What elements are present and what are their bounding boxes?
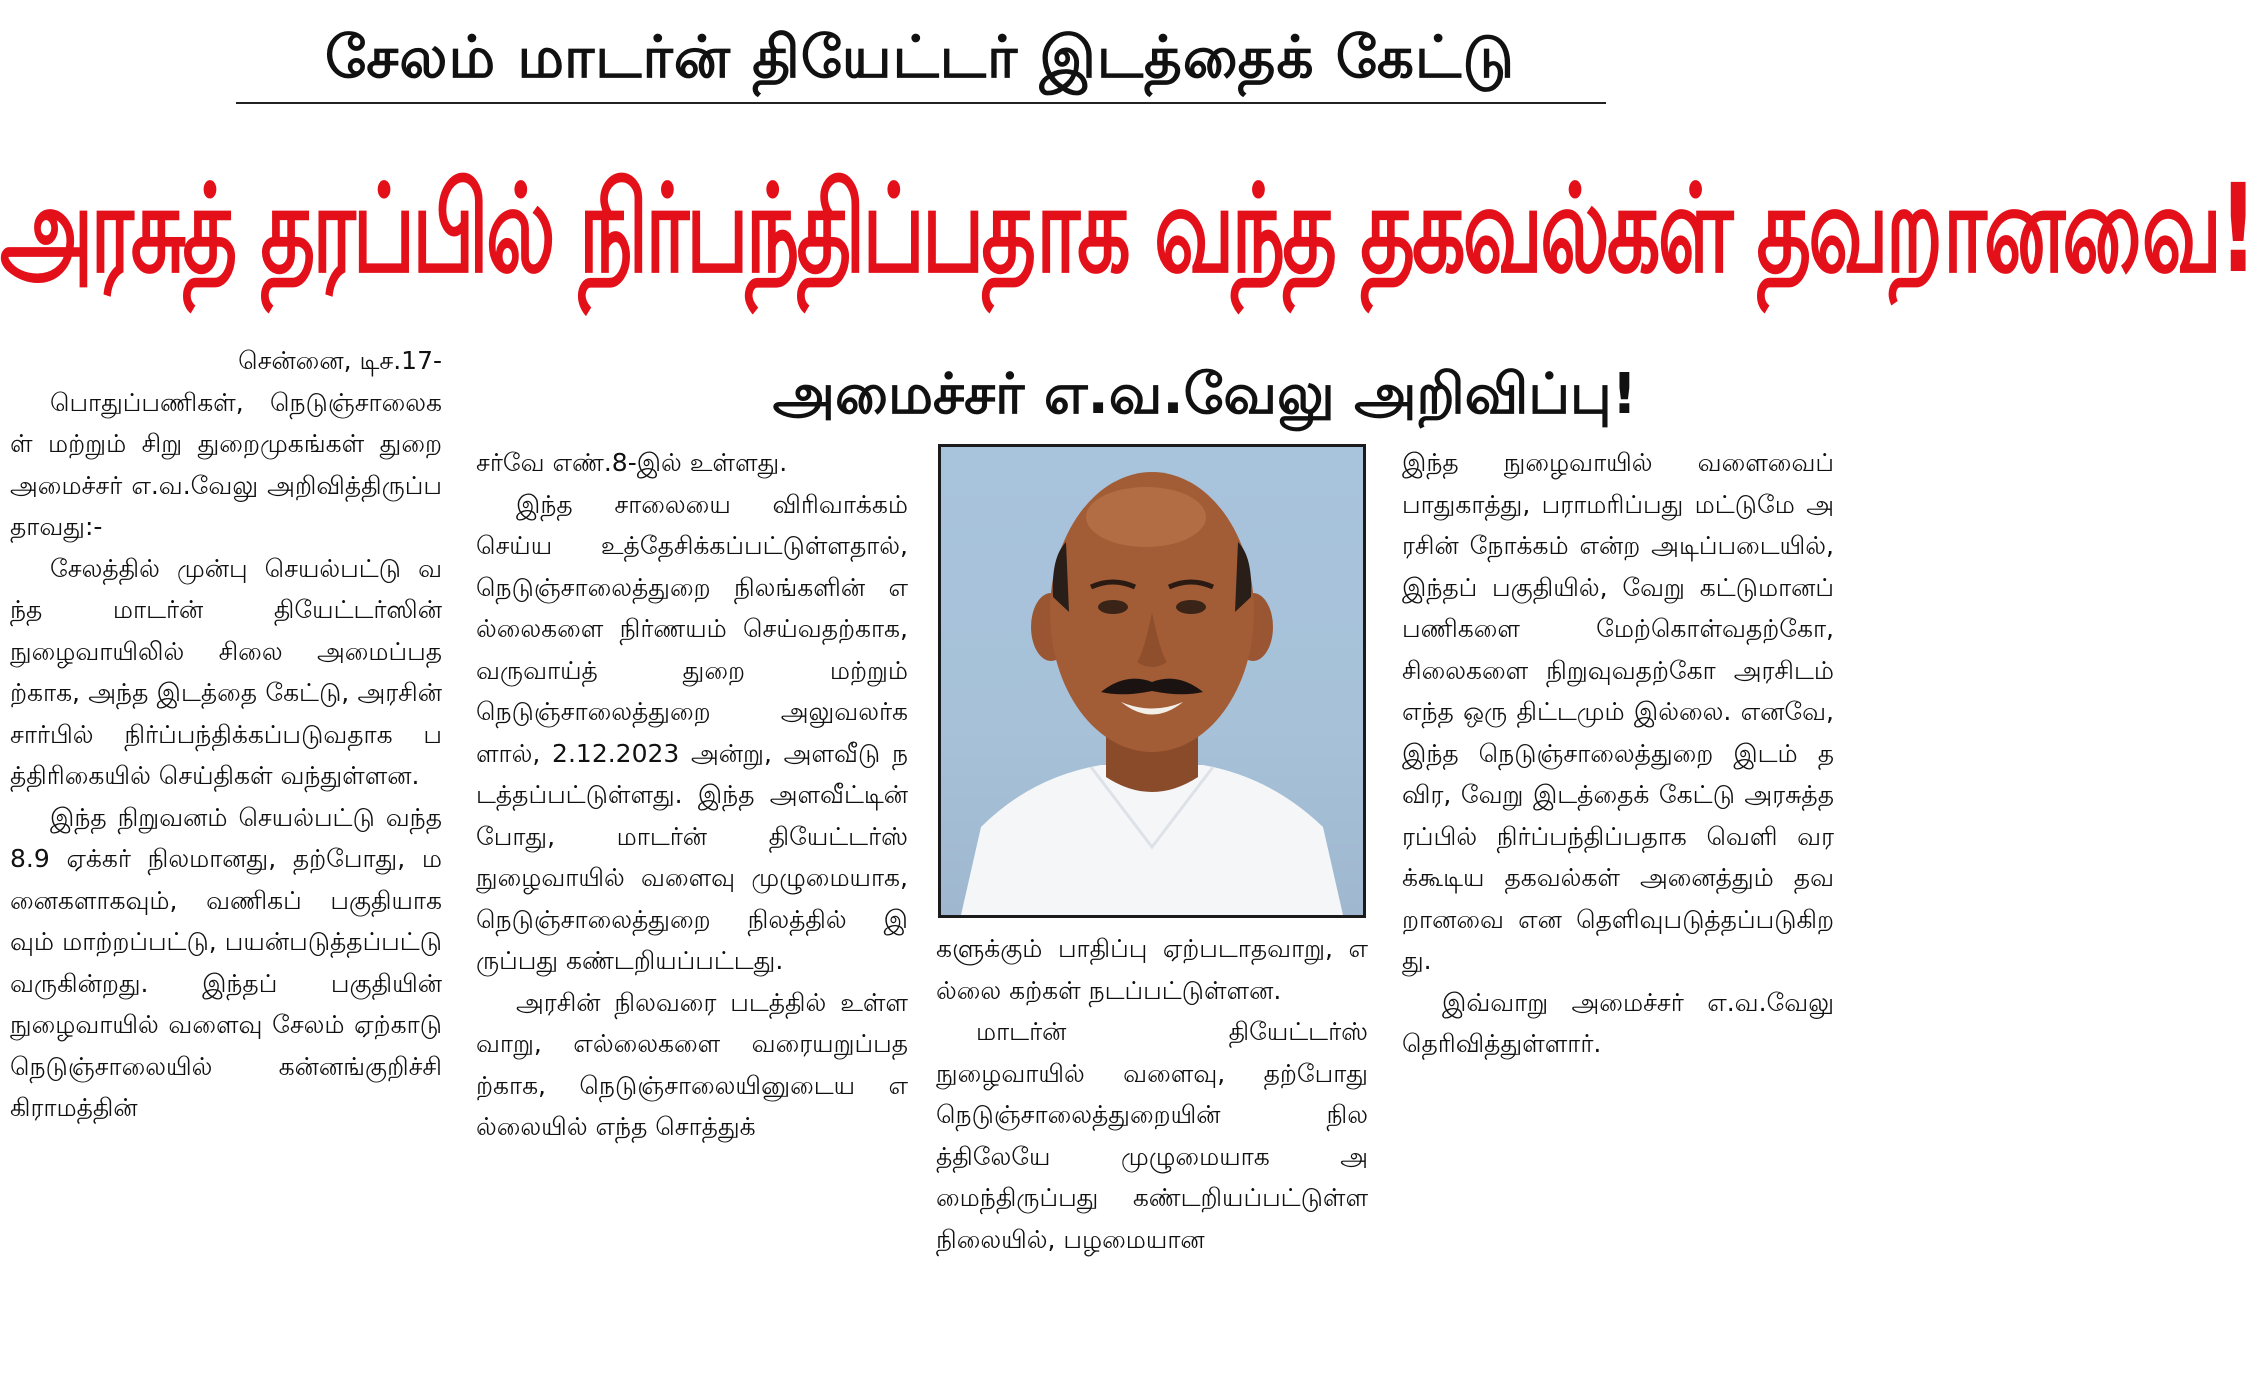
paragraph: இந்த நிறுவனம் செயல்பட்டு வந்த 8.9 ஏக்கர் நிலமானது, தற்போது, மனைகளாகவும், வணிகப் பகுதியாகவும் மாற்றப்பட்டு, பயன்படுத்தப்பட்டு வருகின்றது. இந்தப் பகுதியின் நுழைவாயில் வளைவு சேலம் ஏற்காடு நெடுஞ்சாலையில் கன்னங்குறிச்சி கிராமத்தின் [10, 802, 442, 1122]
main-headline: அரசுத் தரப்பில் நிர்பந்திப்பதாக வந்த தகவல்கள் தவறானவை! [0, 157, 2254, 301]
paragraph: சர்வே எண்.8-இல் உள்ளது. [476, 448, 788, 477]
sub-headline: அமைச்சர் எ.வ.வேலு அறிவிப்பு! [772, 362, 1638, 427]
paragraph: இந்த சாலையை விரிவாக்கம் செய்ய உத்தேசிக்கப்பட்டுள்ளதால், நெடுஞ்சாலைத்துறை நிலங்களின் எல்லைகளை நிர்ணயம் செய்வதற்காக, வருவாய்த் துறை மற்றும் நெடுஞ்சாலைத்துறை அலுவலர்களால், 2.12.2023 அன்று, அளவீடு நடத்தப்பட்டுள்ளது. இந்த அளவீட்டின் போது, மாடர்ன் தியேட்டர்ஸ் நுழைவாயில் வளைவு முழுமையாக, நெடுஞ்சாலைத்துறை நிலத்தில் இருப்பது கண்டறியப்பட்டது. [476, 489, 908, 975]
paragraph: பொதுப்பணிகள், நெடுஞ்சாலைகள் மற்றும் சிறு துறைமுகங்கள் துறை அமைச்சர் எ.வ.வேலு அறிவித்திருப்பதாவது:- [10, 387, 442, 541]
article-column-4 [1402, 442, 1834, 1065]
article-column-1 [10, 340, 442, 1129]
paragraph: மாடர்ன் தியேட்டர்ஸ் நுழைவாயில் வளைவு, தற்போது நெடுஞ்சாலைத்துறையின் நிலத்திலேயே முழுமையாக அமைந்திருப்பது கண்டறியப்பட்டுள்ள நிலையில், பழமையான [936, 1017, 1368, 1254]
dateline: சென்னை, டிச.17- [238, 346, 442, 375]
portrait-illustration [941, 447, 1363, 915]
paragraph: அரசின் நிலவரை படத்தில் உள்ளவாறு, எல்லைகளை வரையறுப்பதற்காக, நெடுஞ்சாலையினுடைய எல்லையில் எந்த சொத்துக் [476, 987, 908, 1141]
paragraph: சேலத்தில் முன்பு செயல்பட்டு வந்த மாடர்ன் தியேட்டர்ஸின் நுழைவாயிலில் சிலை அமைப்பதற்காக, அந்த இடத்தை கேட்டு, அரசின் சார்பில் நிர்ப்பந்திக்கப்படுவதாக பத்திரிகையில் செய்திகள் வந்துள்ளன. [10, 553, 442, 790]
kicker-headline: சேலம் மாடர்ன் தியேட்டர் இடத்தைக் கேட்டு [325, 23, 1515, 91]
article-column-3 [936, 928, 1368, 1260]
paragraph: இந்த நுழைவாயில் வளைவைப் பாதுகாத்து, பராமரிப்பது மட்டுமே அரசின் நோக்கம் என்ற அடிப்படையில், இந்தப் பகுதியில், வேறு கட்டுமானப் பணிகளை மேற்கொள்வதற்கோ, சிலைகளை நிறுவுவதற்கோ அரசிடம் எந்த ஒரு திட்டமும் இல்லை. எனவே, இந்த நெடுஞ்சாலைத்துறை இடம் தவிர, வேறு இடத்தைக் கேட்டு அரசுத்தரப்பில் நிர்ப்பந்திப்பதாக வெளி வரக்கூடிய தகவல்கள் அனைத்தும் தவறானவை என தெளிவுபடுத்தப்படுகிறது. [1402, 448, 1834, 975]
paragraph: இவ்வாறு அமைச்சர் எ.வ.வேலு தெரிவித்துள்ளார். [1402, 987, 1834, 1058]
minister-photo [938, 444, 1366, 918]
paragraph: களுக்கும் பாதிப்பு ஏற்படாதவாறு, எல்லை கற்கள் நடப்பட்டுள்ளன. [936, 934, 1368, 1005]
article-column-2 [476, 442, 908, 1148]
